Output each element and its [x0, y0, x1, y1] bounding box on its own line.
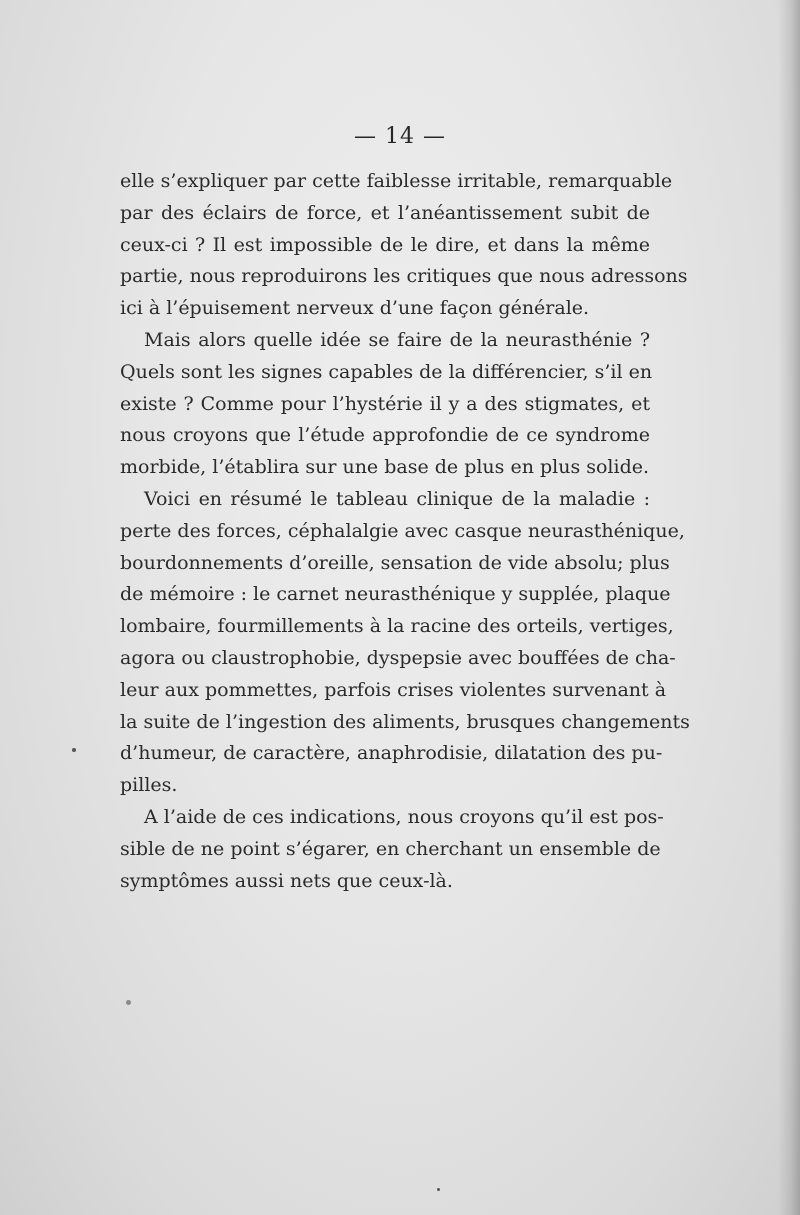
- text-line: de mémoire : le carnet neurasthénique y supplée, plaque: [120, 583, 671, 606]
- text-line: Voici en résumé le tableau clinique de la maladie :: [144, 487, 650, 510]
- page-number: — 14 —: [354, 124, 446, 149]
- text-line: symptômes aussi nets que ceux-là.: [120, 869, 453, 892]
- body-text: [120, 166, 690, 897]
- text-line: Quels sont les signes capables de la différencier, s’il en: [120, 360, 653, 383]
- text-line: par des éclairs de force, et l’anéantissement subit de: [120, 201, 650, 224]
- paragraph-3: [120, 484, 690, 802]
- text-line: agora ou claustrophobie, dyspepsie avec bouffées de cha-: [120, 646, 676, 669]
- text-line: nous croyons que l’étude approfondie de ce syndrome: [120, 424, 650, 447]
- text-line: partie, nous reproduirons les critiques que nous adressons: [120, 265, 688, 288]
- text-line: A l’aide de ces indications, nous croyons qu’il est pos-: [144, 805, 664, 828]
- text-line: morbide, l’établira sur une base de plus en plus solide.: [120, 456, 650, 479]
- text-line: sible de ne point s’égarer, en cherchant un ensemble de: [120, 837, 661, 860]
- page-edge-shadow: [778, 0, 800, 1215]
- paragraph-4: [120, 802, 664, 897]
- text-line: lombaire, fourmillements à la racine des orteils, vertiges,: [120, 615, 674, 638]
- text-line: bourdonnements d’oreille, sensation de vide absolu; plus: [120, 551, 670, 574]
- text-line: d’humeur, de caractère, anaphrodisie, dilatation des pu-: [120, 742, 663, 765]
- paper-speck: [126, 1000, 131, 1005]
- paragraph-2: [120, 325, 653, 484]
- text-line: ici à l’épuisement nerveux d’une façon générale.: [120, 297, 590, 320]
- text-line: perte des forces, céphalalgie avec casque neurasthénique,: [120, 519, 685, 542]
- text-line: ceux-ci ? Il est impossible de le dire, et dans la même: [120, 233, 650, 256]
- paper-speck: [72, 748, 76, 752]
- text-line: la suite de l’ingestion des aliments, brusques changements: [120, 710, 690, 733]
- text-line: existe ? Comme pour l’hystérie il y a des stigmates, et: [120, 392, 650, 415]
- text-line: pilles.: [120, 774, 178, 797]
- text-line: leur aux pommettes, parfois crises violentes survenant à: [120, 678, 667, 701]
- text-line: Mais alors quelle idée se faire de la neurasthénie ?: [144, 328, 650, 351]
- text-line: elle s’expliquer par cette faiblesse irritable, remarquable: [120, 170, 673, 192]
- paper-speck: [437, 1188, 440, 1191]
- paragraph-1: [120, 166, 688, 325]
